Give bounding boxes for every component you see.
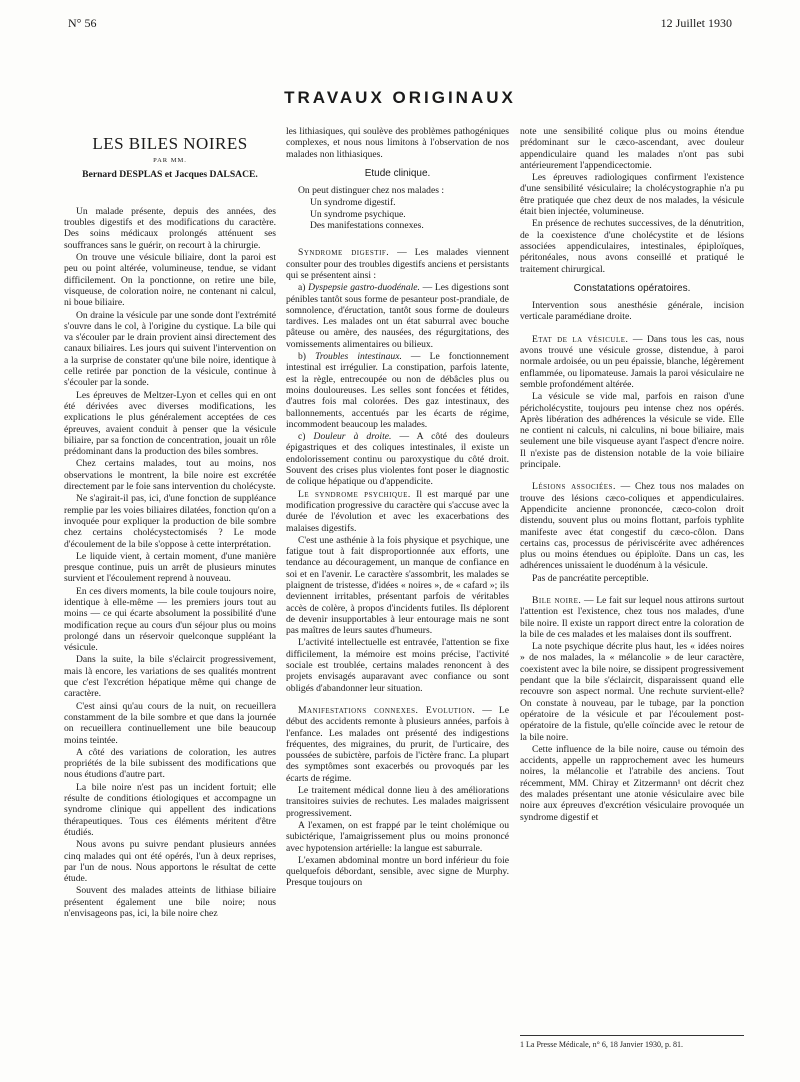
paragraph: La vésicule se vide mal, parfois en raison d'une péricholécystite, toujours peu intense chez nos opérés. Après libération des adhérences la vésicule se vide. Elle ne contient ni calculs, ni calculins, ni boue biliaire, mais seulement une bile visqueuse ayant l'aspect d'encre noire. Il n'existe pas de distension notable de la voie biliaire principale.: [520, 391, 744, 471]
paragraph: Chez certains malades, tout au moins, nos observations le montrent, la bile noire est excrétée directement par le foie sans intervention du cholécyste.: [64, 458, 276, 493]
paragraph: C'est ainsi qu'au cours de la nuit, on recueillera constamment de la bile sombre et que dans la journée on recueillera continuellement une bile beaucoup moins teintée.: [64, 700, 276, 746]
running-header: [68, 16, 732, 32]
paragraph: Le traitement médical donne lieu à des améliorations transitoires suivies de rechutes. Les malades maigrissent progressivement.: [286, 785, 509, 819]
paragraph: La bile noire n'est pas un incident fortuit; elle résulte de conditions étiologiques et accompagne un syndrome clinique qui appellent des indications thérapeutiques. Tous ces éléments méritent d'être étudiés.: [64, 781, 276, 838]
paragraph: note une sensibilité colique plus ou moins étendue prédominant sur le cæco-ascendant, avec douleur appendiculaire quand les malades n'ont pas subi antérieurement l'appendicectomie.: [520, 126, 744, 171]
section-heading-constatations: Constatations opératoires.: [573, 282, 691, 294]
run-in-heading: Bile noire.: [532, 594, 582, 606]
issue-date: 12 Juillet 1930: [660, 16, 732, 30]
byline-par: PAR MM.: [153, 157, 187, 165]
paragraph: On trouve une vésicule biliaire, dont la paroi est peu ou point altérée, volumineuse, tendue, se vidant difficilement. On la ponctionne, on retire une bile, visqueuse, de coloration noire, ne contenant ni calcul, ni boue biliaire.: [64, 252, 276, 309]
section-heading-etude-clinique: Etude clinique.: [364, 167, 431, 179]
section-title: TRAVAUX ORIGINAUX: [284, 88, 516, 107]
list-item: Des manifestations connexes.: [310, 220, 424, 232]
list-item: Un syndrome psychique.: [310, 208, 406, 220]
paragraph: Dans la suite, la bile s'éclaircit progressivement, mais là encore, les variations de ses qualités montrent que c'est l'excrétion hépatique même qui change de caractère.: [64, 654, 276, 700]
footnote: 1 La Presse Médicale, n° 6, 18 Janvier 1930, p. 81.: [520, 1035, 744, 1049]
article-authors: Bernard DESPLAS et Jacques DALSACE.: [82, 168, 258, 180]
column-2: [286, 126, 509, 890]
paragraph: Souvent des malades atteints de lithiase biliaire présentent également une bile noire; nous n'envisageons pas, ici, la bile noire chez: [64, 885, 276, 919]
run-in-heading: Syndrome digestif.: [298, 247, 390, 259]
paragraph: A l'examen, on est frappé par le teint cholémique ou subictérique, l'amaigrissement plus ou moins prononcé avec hypotension artérielle: la langue est saburrale.: [286, 819, 509, 854]
paragraph: Le syndrome psychique. Il est marqué par une modification progressive du caractère qui s'accuse avec la durée de l'évolution et avec les exacerbations des malaises digestifs.: [286, 488, 509, 534]
paragraph: Bile noire. — Le fait sur lequel nous attirons surtout l'attention est l'existence, chez tous nos malades, d'une bile noire. Il existe un rapport direct entre la coloration de la bile de ces malades et les malaises dont ils souffrent.: [520, 594, 744, 640]
paragraph: C'est une asthénie à la fois physique et psychique, une fatigue tout à fait disproportionnée aux efforts, une tendance au découragement, un manque de confiance en soi et en l'avenir. Le caractère s'assombrit, les malades se plaignent de tristesse, d'idées « noires », de « cafard »; ils deviennent irritables, présentant parfois de véritables accès de colère, à propos d'incidents futiles. Ils déplorent de devenir insupportables à leur entourage mais ne sont pas maîtres de leurs sautes d'humeurs.: [286, 534, 509, 637]
syndrome-list: [310, 197, 509, 231]
paragraph: On peut distinguer chez nos malades :: [298, 185, 445, 197]
paragraph: Manifestations connexes. Evolution. — Le début des accidents remonte à plusieurs années, parfois à l'enfance. Les malades ont présenté des indigestions fréquentes, des migraines, du prurit, de l'urticaire, des poussées de subictère, parfois de l'ictère franc. La plupart des symptômes sont exacerbés ou provoqués par les écarts de régime.: [286, 704, 509, 784]
paragraph: Le liquide vient, à certain moment, d'une manière presque continue, puis un arrêt de plusieurs minutes survient et l'écoulement reprend à nouveau.: [64, 550, 276, 585]
paragraph: Ne s'agirait-il pas, ici, d'une fonction de suppléance remplie par les voies biliaires dilatées, fonction qu'on a invoquée pour expliquer la production de bile sombre chez certains cholécystectomisés ? Le mode d'écoulement de la bile s'oppose à cette interprétation.: [64, 493, 276, 550]
article-title: LES BILES NOIRES: [92, 134, 248, 153]
run-in-heading: Manifestations connexes. Evolution.: [298, 704, 476, 716]
paragraph: L'examen abdominal montre un bord inférieur du foie quelquefois débordant, sensible, avec signe de Murphy. Presque toujours on: [286, 854, 509, 889]
run-in-heading: Dyspepsie gastro-duodénale.: [308, 282, 420, 294]
paragraph: Nous avons pu suivre pendant plusieurs années cinq malades qui ont été opérés, l'un à deux reprises, par l'un de nous. Nous apportons le résultat de cette étude.: [64, 839, 276, 885]
paragraph: En présence de rechutes successives, de la dénutrition, de la coexistence d'une cholécystite et de lésions associées appendiculaires, intestinales, épiploïques, péritonéales, nous avons conseillé et pratiqué le traitement chirurgical.: [520, 218, 744, 275]
column-1: [64, 126, 276, 920]
paragraph: Un malade présente, depuis des années, des troubles digestifs et des modifications du caractère. Des soins médicaux prolongés atténuent ses souffrances sans le guérir, on recourt à la chirurgie.: [64, 205, 276, 251]
paragraph: Syndrome digestif. — Les malades viennent consulter pour des troubles digestifs anciens et persistants qui se présentent ainsi :: [286, 247, 509, 281]
paragraph: En ces divers moments, la bile coule toujours noire, identique à elle-même — les premiers jours tout au moins — ce qui écarte absolument la possibilité d'une modification reçue au cours d'un séjour plus ou moins prolongé dans un réservoir quelconque suppléant la vésicule.: [64, 585, 276, 654]
run-in-heading: Etat de la vésicule.: [532, 333, 629, 345]
paragraph: On draine la vésicule par une sonde dont l'extrémité s'ouvre dans le col, à l'origine du cystique. La bile qui va s'écouler par le drain provient ainsi directement des canaux biliaires. Les jours qui suivent l'intervention on a la surprise de constater qu'une bile noire, identique à celle retirée par ponction de la vésicule, continue à s'écouler par la sonde.: [64, 309, 276, 389]
paragraph: L'activité intellectuelle est entravée, l'attention se fixe difficilement, la mémoire est moins précise, l'activité sociale est troublée, certains malades renoncent à des projets envisagés auparavant avec confiance ou sont obligés d'abandonner leur situation.: [286, 637, 509, 694]
run-in-heading: Lésions associées.: [532, 481, 616, 493]
paragraph: Pas de pancréatite perceptible.: [532, 572, 649, 584]
paragraph: les lithiasiques, qui soulève des problèmes pathogéniques complexes, et nous nous limitons à l'observation de nos malades non lithiasiques.: [286, 126, 509, 160]
paragraph: b) Troubles intestinaux. — Le fonctionnement intestinal est irrégulier. La constipation, parfois latente, est la règle, entrecoupée ou non de débâcles plus ou moins douloureuses. Les selles sont foncées et fétides, d'autres fois mal colorées. Des gaz intestinaux, des ballonnements, accentués par les écarts de régime, incommodent beaucoup les malades.: [286, 351, 509, 430]
paragraph: Les épreuves de Meltzer-Lyon et celles qui en ont été dérivées avec diverses modifications, les explications le plus généralement acceptées de ces épreuves, avaient conduit à penser que la vésicule biliaire, par sa fonction de concentration, jouait un rôle prédominant dans la production des biles sombres.: [64, 389, 276, 458]
paragraph: Les épreuves radiologiques confirment l'existence d'une sensibilité vésiculaire; la cholécystographie n'a pu être pratiquée que chez deux de nos malades, la vésicule était bien injectée, volumineuse.: [520, 172, 744, 218]
paragraph: A côté des variations de coloration, les autres propriétés de la bile subissent des modifications que nous étudions d'autre part.: [64, 746, 276, 781]
issue-number: N° 56: [68, 16, 97, 30]
column-3: [520, 126, 744, 824]
paragraph: a) Dyspepsie gastro-duodénale. — Les digestions sont pénibles tantôt sous forme de pesanteur post-prandiale, de somnolence, d'éructation, tantôt sous forme de douleurs tardives. Les malades ont un état saburral avec bouche pâteuse ou amère, des nausées, des régurgitations, des vomissements alimentaires ou bilieux.: [286, 282, 509, 350]
run-in-heading: Le syndrome psychique.: [298, 488, 411, 500]
run-in-heading: Troubles intestinaux.: [315, 351, 402, 363]
paragraph: Intervention sous anesthésie générale, incision verticale paramédiane droite.: [520, 300, 744, 323]
run-in-heading: Douleur à droite.: [313, 431, 392, 443]
paragraph: Cette influence de la bile noire, cause ou témoin des accidents, appelle un rapprochement avec les humeurs noires, la mélancolie et l'atrabile des anciens. Tout récemment, MM. Chiray et Zitzermann¹ ont décrit chez des malades présentant une atonie vésiculaire avec bile noire aux épreuves d'excrétion vésiculaire provoquée un syndrome digestif et: [520, 743, 744, 823]
paragraph: c) Douleur à droite. — A côté des douleurs épigastriques et des coliques intestinales, il existe un endolorissement continu ou paroxystique du côté droit. Souvent des crises plus violentes font poser le diagnostic de colique hépatique ou d'appendicite.: [286, 431, 510, 488]
list-item: Un syndrome digestif.: [310, 197, 396, 209]
paragraph: Etat de la vésicule. — Dans tous les cas, nous avons trouvé une vésicule grosse, distendue, à paroi normale ardoisée, ou un peu épaissie, blanche, légèrement enflammée, ou lipomateuse. Jamais la paroi vésiculaire ne semble profondément altérée.: [520, 333, 744, 390]
paragraph: Lésions associées. — Chez tous nos malades on trouve des lésions cæco-coliques et appendiculaires. Appendicite ancienne prononcée, cæco-colon droit distendu, souvent plus ou moins flottant, parfois typhlite manifeste avec état congestif du cæco-côlon. Dans certains cas, processus de périviscérite avec adhérences plus ou moins étendues ou épiploïte. Dans un cas, les adhérences unissaient le duodénum à la vésicule.: [520, 481, 744, 572]
paragraph: La note psychique décrite plus haut, les « idées noires » de nos malades, la « mélancolie » de leur caractère, coexistent avec la bile noire, se dissipent progressivement pendant que la bile s'éclaircit, disparaissent quand elle recouvre son aspect normal. Une rechute survient-elle? On constate à nouveau, par le tubage, par la ponction opératoire de la vésicule et par l'écoulement post-opératoire de la fistule, qu'elle coïncide avec le retour de la bile noire.: [520, 641, 744, 743]
